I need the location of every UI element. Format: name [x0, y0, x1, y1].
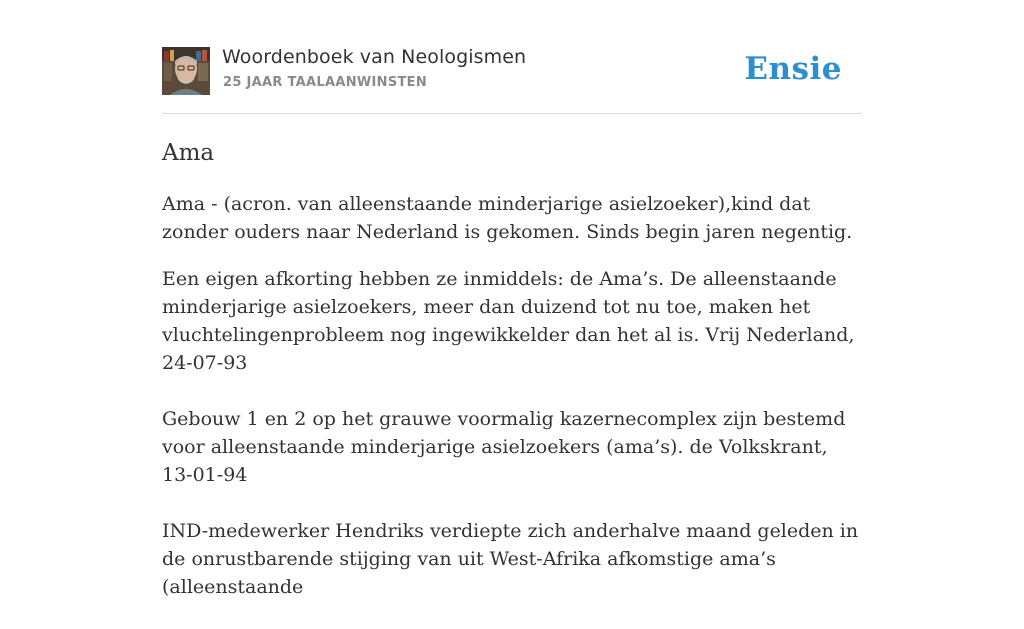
site-title[interactable]: Woordenboek van Neologismen — [222, 46, 527, 68]
quote-list — [162, 265, 862, 601]
author-avatar[interactable] — [162, 47, 210, 95]
quote-item: Gebouw 1 en 2 op het grauwe voormalig kazernecomplex zijn bestemd voor alleenstaande minderjarige asielzoekers (ama’s). de Volkskrant, 13-01-94 — [162, 408, 846, 486]
quote-item: IND-medewerker Hendriks verdiepte zich anderhalve maand geleden in de onrustbarende stijging van uit West-Afrika afkomstige ama’s (alleenstaande — [162, 520, 859, 598]
entry-title: Ama — [162, 140, 215, 166]
quote-item: Een eigen afkorting hebben ze inmiddels: de Ama’s. De alleenstaande minderjarige asielzoekers, meer dan duizend tot nu toe, maken het vluchtelingenprobleem nog ingewikkelder dan het al is. Vrij Nederland, 24-07-93 — [162, 268, 855, 374]
avatar-icon — [162, 47, 210, 95]
header-divider — [162, 113, 862, 114]
site-subtitle: 25 JAAR TAALAANWINSTEN — [223, 75, 428, 90]
brand-logo[interactable]: Ensie — [744, 51, 842, 87]
site-header — [162, 46, 862, 96]
entry-article — [162, 136, 862, 629]
entry-definition: Ama - (acron. van alleenstaande minderjarige asielzoeker),kind dat zonder ouders naar Nederland is gekomen. Sinds begin jaren negentig. — [162, 193, 853, 243]
